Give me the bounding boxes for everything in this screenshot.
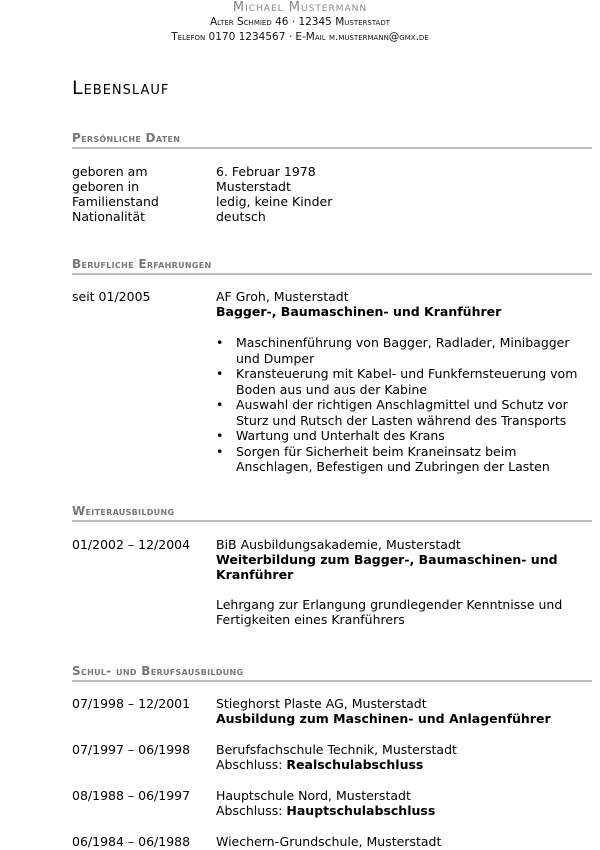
experience-company: AF Groh, Musterstadt xyxy=(216,289,349,304)
education-row xyxy=(72,788,592,818)
education-entry xyxy=(72,834,592,849)
education-institution: Berufsfachschule Technik, Musterstadt xyxy=(216,742,457,757)
personal-row xyxy=(72,179,592,194)
education-detail-prefix: Abschluss: xyxy=(216,757,287,772)
duty-item: • Kransteuerung mit Kabel- und Funkfernsteuerung vom Boden aus und aus der Kabine xyxy=(236,366,592,397)
training-course: Weiterbildung zum Bagger-, Baumaschinen- und Kranführer xyxy=(216,552,558,582)
personal-label: Familienstand xyxy=(72,194,159,209)
training-description: Lehrgang zur Erlangung grundlegender Kenntnisse und Fertigkeiten eines Kranführers xyxy=(216,597,563,627)
experience-details xyxy=(216,289,592,475)
applicant-address: Alter Schmied 46 · 12345 Musterstadt xyxy=(209,16,391,28)
duty-item: • Maschinenführung von Bagger, Radlader, Minibagger und Dumper xyxy=(236,335,592,366)
section-heading-training: Weiterausbildung xyxy=(72,504,592,522)
section-heading-personal: Persönliche Daten xyxy=(72,131,592,149)
personal-row xyxy=(72,209,592,224)
education-row xyxy=(72,834,592,849)
training-period: 01/2002 – 12/2004 xyxy=(72,537,191,552)
applicant-name: Michael Mustermann xyxy=(232,0,368,15)
experience-entry xyxy=(72,289,592,475)
education-details xyxy=(216,788,592,818)
education-institution: Hauptschule Nord, Musterstadt xyxy=(216,788,411,803)
experience-position: Bagger-, Baumaschinen- und Kranführer xyxy=(216,304,502,319)
duties-list xyxy=(216,335,592,475)
applicant-contact: Telefon 0170 1234567 · E-Mail m.mustermann@gmx.de xyxy=(171,31,429,43)
education-details xyxy=(216,834,592,849)
duty-item: • Wartung und Unterhalt des Krans xyxy=(236,428,592,444)
training-institution: BiB Ausbildungsakademie, Musterstadt xyxy=(216,537,461,552)
education-period: 06/1984 – 06/1988 xyxy=(72,834,191,849)
personal-value: deutsch xyxy=(216,209,266,224)
education-row xyxy=(72,696,592,726)
education-period: 07/1997 – 06/1998 xyxy=(72,742,191,757)
education-detail: Realschulabschluss xyxy=(286,757,424,772)
education-detail-prefix: Abschluss: xyxy=(216,803,287,818)
personal-row xyxy=(72,164,592,179)
experience-period: seit 01/2005 xyxy=(72,289,151,304)
education-detail: Ausbildung zum Maschinen- und Anlagenführer xyxy=(216,711,551,726)
education-institution: Wiechern-Grundschule, Musterstadt xyxy=(216,834,442,849)
education-detail-line xyxy=(216,711,592,726)
personal-value: Musterstadt xyxy=(216,179,291,194)
training-entry xyxy=(72,537,592,627)
duty-item: • Sorgen für Sicherheit beim Kraneinsatz beim Anschlagen, Befestigen und Zubringen der Lasten xyxy=(236,444,592,475)
education-entry xyxy=(72,788,592,818)
experience-row xyxy=(72,289,592,475)
personal-data xyxy=(72,164,592,224)
duty-item: • Auswahl der richtigen Anschlagmittel und Schutz vor Sturz und Rutsch der Lasten während des Transports xyxy=(236,397,592,428)
document-title: Lebenslauf xyxy=(72,77,170,99)
personal-label: geboren am xyxy=(72,164,148,179)
section-heading-education: Schul- und Berufsausbildung xyxy=(72,664,592,682)
personal-value: ledig, keine Kinder xyxy=(216,194,333,209)
education-detail-line xyxy=(216,757,592,772)
education-details xyxy=(216,742,592,772)
education-detail-line xyxy=(216,803,592,818)
personal-label: Nationalität xyxy=(72,209,146,224)
education-row xyxy=(72,742,592,772)
education-details xyxy=(216,696,592,726)
personal-label: geboren in xyxy=(72,179,140,194)
education-period: 07/1998 – 12/2001 xyxy=(72,696,191,711)
education-period: 08/1988 – 06/1997 xyxy=(72,788,191,803)
section-heading-experience: Berufliche Erfahrungen xyxy=(72,257,592,275)
training-row xyxy=(72,537,592,627)
training-details xyxy=(216,537,592,627)
personal-value: 6. Februar 1978 xyxy=(216,164,316,179)
education-entry xyxy=(72,742,592,772)
education-detail: Hauptschulabschluss xyxy=(286,803,436,818)
education-institution: Stieghorst Plaste AG, Musterstadt xyxy=(216,696,427,711)
personal-row xyxy=(72,194,592,209)
education-entry xyxy=(72,696,592,726)
